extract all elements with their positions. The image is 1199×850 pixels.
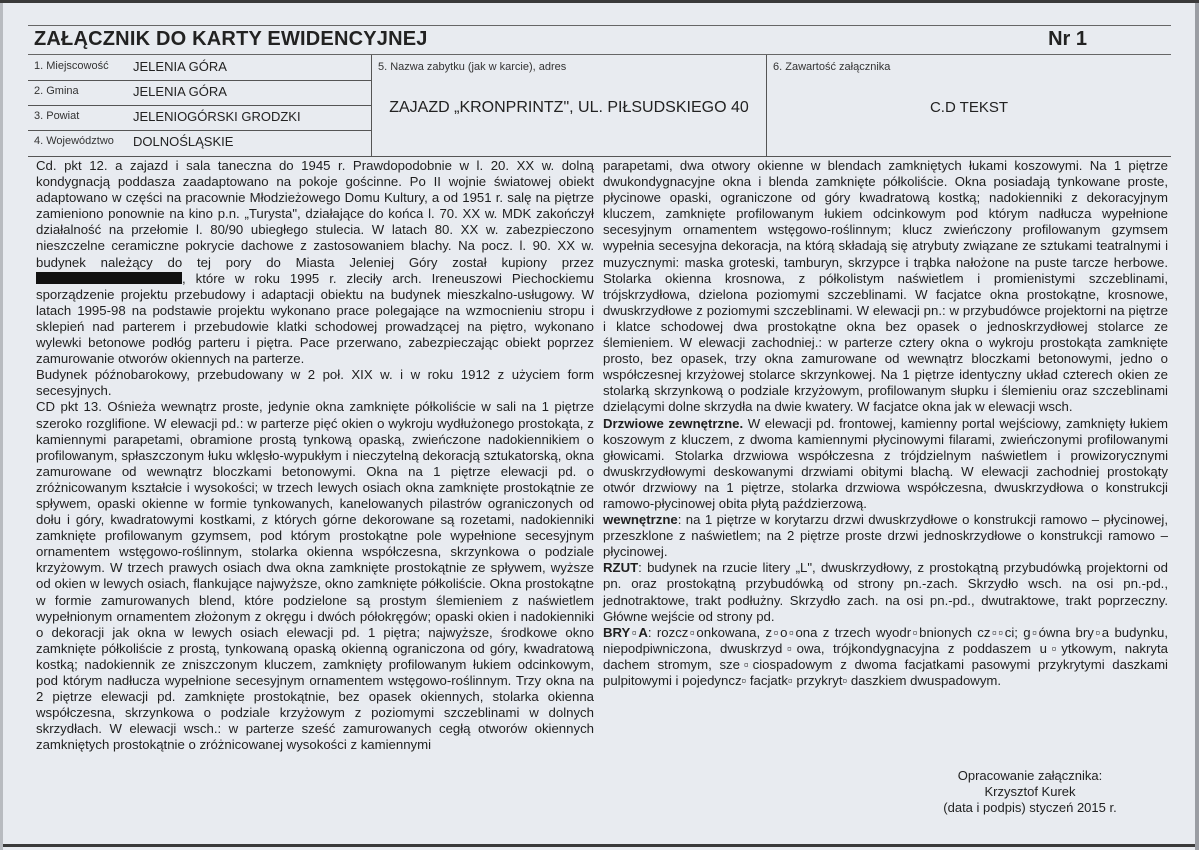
field-miejscowosc [28,55,371,81]
field-value: JELENIA GÓRA [133,59,227,74]
title-bar [28,25,1171,55]
signature-author: Krzysztof Kurek [984,784,1076,799]
signature-date: (data i podpis) styczeń 2015 r. [943,800,1117,815]
field-zawartosc [767,55,1171,156]
paragraph-massing: BRY▫A: rozcz▫onkowana, z▫o▫ona z trzech wyodr▫bnionych cz▫▫ci; g▫ówna bry▫a budynku, niepodpiwniczona, dwuskrzyd▫owa, trójkondygnacyjna z poddaszem u▫ytkowym, nakryta dachem stromym, sze▫ciospadowym z dwoma facjatkami pasowymi przykrytymi daszkami pulpitowymi i pojedyncz▫ facjatk▫ przykryt▫ daszkiem dwuspadowym. [603,624,1168,688]
scan-edge-right [1195,3,1199,850]
field-label: 6. Zawartość załącznika [773,61,891,73]
paragraph-windows: CD pkt 13. Ośnieża wewnątrz proste, jedynie okna zamknięte półkoliście w sali na 1 piętrze szeroko rozglifione. W elewacji pd.: w parterze pięć okien o wykroju wydłużonego prostokąta, z kamiennymi parapetami, obramione prostą tynkową opaską, zwieńczone nadokiennikiem o profilowanym, spłaszczonym łuku wklęsło-wypukłym i nieczytelną dekoracją sztukatorską, okna zamurowane od wewnątrz bloczkami betonowymi. Okna na 1 piętrze elewacji pd. o zróżnicowanym kształcie i wysokości; w trzech lewych osiach okna zamknięte prostokątnie ze spływem, opaski okienne w formie tynkowanych, kanelowanych pilastrów ograniczonych od dołu i góry, kwadratowymi kostkami, z których górne dekorowane są rozetami, nadokienniki zamknięte profilowanym gzymsem, pod którym prostokątne pole wypełnione secesyjnym ornamentem wstęgowo-roślinnym, stolarka okienna współczesna, skrzynkowa o podziale krzyżowym. W trzech prawych osiach dwa okna zamknięte prostokątnie ze spływem, wyższe od okien w lewych osiach, flankujące najwyższe, okno zamknięte półkoliście. Okna prostokątne w formie zamurowanych blend, które podzielone są prostym ślemieniem z naświetlem wypełnionym ornamentem złożonym z okręgu i dwóch półokręgów; opaski okien i nadokienniki o dekoracji jak okna w lewych osiach elewacji pd. 1 piętra; najwyższe, środkowe okno zamknięte półkoliście z prostą, tynkowaną opaską okienną ograniczona od góry, kwadratową kostką; nadokiennik ze zniszczonym kluczem, zamknięty profilowanym łukiem odcinkowym, pod którym nadłucza wypełnione secesyjnym ornamentem wstęgowo-roślinnym. Trzy okna na 2 piętrze elewacji pd. zamknięte prostokątnie, bez opasek okiennych, stolarka okienna współczesna, skrzynkowa o podziale krzyżowym z poziomymi szczeblinami w dolnych skrzydłach. W elewacji wsch.: w parterze sześć zamurowanych cegłą otworów okiennych zamkniętych prostokątnie o zróżnicowanej wysokości z kamiennymi [36,399,594,753]
monument-name-address: ZAJAZD „KRONPRINTZ", UL. PIŁSUDSKIEGO 40 [389,99,749,116]
field-label: 4. Województwo [34,135,114,147]
field-label: 1. Miejscowość [34,60,109,72]
field-nazwa-zabytku [372,55,767,156]
paragraph-windows-cont: parapetami, dwa otwory okienne w blendach zamkniętych łukami koszowymi. Na 1 piętrze dwukondygnacyjne okna i blenda zamknięte półkoliście. Okna posiadają tynkowane proste, płycinowe opaski, ograniczone od góry kwadratową kostką; nadokienniki z dekoracyjnym kluczem, zamknięte profilowanym łukiem odcinkowym pod którym nadłucza wypełnione secesyjnym ornamentem wstęgowo-roślinnym; klucz zwieńczony profilowanym gzymsem wypełnia secesyjna dekoracja, na którą składają się atrybuty związane ze sztukami teatralnymi i muzycznymi: maska groteski, tamburyn, skrzypce i trąbka nałożone na puste tarcze herbowe. Stolarka okienna krosnowa, z półkolistym naświetlem i promienistymi szczeblinami, trójskrzydłowa, dzielona poziomymi szczeblinami. W facjatce okna prostokątne, krosnowe, dwuskrzydłowe z poziomymi szczeblinami. W elewacji pn.: w przybudówce projektorni na piętrze i klatce schodowej dwa prostokątne okna bez opasek o jednoskrzydłowej stolarce ze ślemieniem. W elewacji zachodniej.: w parterze cztery okna o wykroju prostokąta zamknięte prosto, bez opasek, trzy okna zamurowane od wewnątrz bloczkami betonowymi, jedno o współczesnej krzyżowej stolarce skrzynkowej. Na 1 piętrze identyczny układ czterech okien ze stolarką skrzynkową o podziale krzyżowym, profilowanym słupku i ślemieniu oraz szczeblinami dzielącymi dolne skrzydła na dwie kwatery. W facjatce okna jak w elewacji wsch. [603,158,1168,415]
paragraph-doors-interior: wewnętrzne: na 1 piętrze w korytarzu drzwi dwuskrzydłowe o konstrukcji ramowo – płycinowej, przeszklone z naświetlem; na 2 piętrze proste drzwi jednoskrzydłowe o konstrukcji ramowo – płycinowej. [603,512,1168,560]
paragraph-style: Budynek późnobarokowy, przebudowany w 2 poł. XIX w. i w roku 1912 z użyciem form secesyjnych. [36,367,594,399]
field-gmina [28,80,371,106]
field-wojewodztwo [28,130,371,156]
left-text-column [36,158,594,753]
paragraph-doors-exterior: Drzwiowe zewnętrzne. W elewacji pd. frontowej, kamienny portal wejściowy, zamknięty łukiem koszowym z kluczem, z dwoma kamiennymi płycinowymi filarami, zwieńczonymi profilowanymi głowicami. Stolarka drzwiowa współczesna z trójdzielnym naświetlem i prowizorycznymi dwuskrzydłowymi deskowanymi drzwiami obitymi blachą. W elewacji zachodniej prostokąty otwór drzwiowy na 1 piętrze, stolarka drzwiowa współczesna, dwuskrzydłowa o konstrukcji ramowo-płycinowej obita płytą paździerzową. [603,415,1169,511]
document-number: Nr 1 [1048,28,1087,50]
scan-edge-left [0,3,3,850]
field-value: DOLNOŚLĄSKIE [133,134,234,149]
redacted-text [36,272,182,284]
field-value: JELENIA GÓRA [133,84,227,99]
field-label: 5. Nazwa zabytku (jak w karcie), adres [378,61,567,73]
paragraph-history: Cd. pkt 12. a zajazd i sala taneczna do 1945 r. Prawdopodobnie w l. 20. XX w. dolną kondygnacją poddasza zaadaptowano na pokoje gościnne. Po II wojnie światowej obiekt adaptowano w części na pracownie Młodzieżowego Domu Kultury, a od 1951 r. salę na piętrze zamieniono ponownie na kino p.n. „Turysta", działające do końca l. 70. XX w. MDK zakończył działalność na przełomie l. 80/90 ubiegłego stulecia. W latach 80. XX w. zabezpieczono nieszczelne ceramiczne pokrycie dachowe z zastosowaniem blachy. Na pocz. l. 90. XX w. budynek należący do tej pory do Miasta Jeleniej Góry został kupiony przez , które w roku 1995 r. zleciły arch. Ireneuszowi Piechockiemu sporządzenie projektu przebudowy i adaptacji obiektu na budynek mieszkalno-usługowy. W latach 1995-98 na podstawie projektu wykonano prace polegające na wzmocnieniu stropu i sklepień nad parterem i przebudowie klatki schodowej prowadzącej na piętro, wykonano wylewki betonowe podłóg parteru i piętra. Pace przerwano, zabezpieczając obiekt poprzez zamurowanie otworów okiennych na parterze. [36,158,594,367]
right-text-column [603,158,1168,689]
field-label: 3. Powiat [34,110,80,122]
field-label: 2. Gmina [34,85,79,97]
attachment-content: C.D TEKST [929,99,1009,116]
location-fields [28,55,372,156]
field-value: JELENIOGÓRSKI GRODZKI [133,109,301,124]
signature-label: Opracowanie załącznika: [957,768,1103,783]
header-fields-grid [28,55,1171,157]
field-powiat [28,105,371,131]
document-title: ZAŁĄCZNIK DO KARTY EWIDENCYJNEJ [34,28,428,50]
paragraph-plan: RZUT: budynek na rzucie litery „L", dwuskrzydłowy, z prostokątną przybudówką projektorni od pn. oraz prostokątną przybudówką od strony pn.-zach. Skrzydło wsch. na osi pn.-pd., jednotraktowe, trakt podłużny. Skrzydło zach. na osi pn.-pd., dwutraktowe, trakt poprzeczny. Główne wejście od strony pd. [603,560,1168,624]
signature-block [930,768,1130,816]
